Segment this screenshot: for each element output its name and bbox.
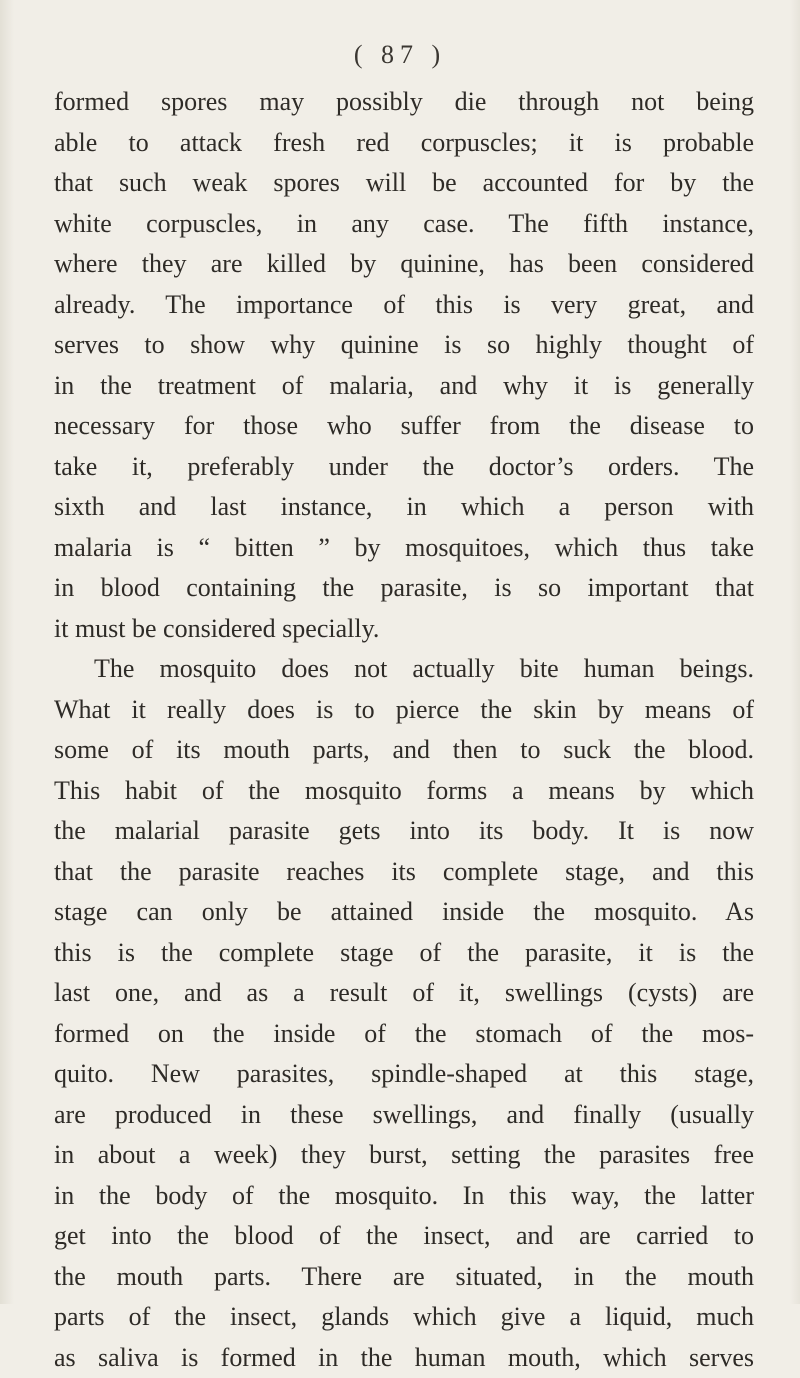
text-line: are produced in these swellings, and finally (usually [54,1095,754,1136]
text-line: stage can only be attained inside the mosquito. As [54,892,754,933]
text-line: formed on the inside of the stomach of the mos- [54,1014,754,1055]
text-line: serves to show why quinine is so highly thought of [54,325,754,366]
text-line: necessary for those who suffer from the disease to [54,406,754,447]
text-line: What it really does is to pierce the skin by means of [54,690,754,731]
text-line: get into the blood of the insect, and are carried to [54,1216,754,1257]
text-line: that the parasite reaches its complete stage, and this [54,852,754,893]
text-line: already. The importance of this is very great, and [54,285,754,326]
text-line: the malarial parasite gets into its body. It is now [54,811,754,852]
text-line: take it, preferably under the doctor’s orders. The [54,447,754,488]
text-line: able to attack fresh red corpuscles; it is probable [54,123,754,164]
paragraph-end-line: it must be considered specially. [54,609,754,650]
text-line: quito. New parasites, spindle-shaped at this stage, [54,1054,754,1095]
text-line: in about a week) they burst, setting the parasites free [54,1135,754,1176]
text-line: formed spores may possibly die through not being [54,82,754,123]
text-line: in blood containing the parasite, is so important that [54,568,754,609]
paragraph-start-line: The mosquito does not actually bite human beings. [54,649,754,690]
text-line: this is the complete stage of the parasite, it is the [54,933,754,974]
text-line: last one, and as a result of it, swellings (cysts) are [54,973,754,1014]
text-line: in the body of the mosquito. In this way, the latter [54,1176,754,1217]
body-text [54,82,754,1378]
text-line: parts of the insect, glands which give a liquid, much [54,1297,754,1338]
text-line: as saliva is formed in the human mouth, which serves [54,1338,754,1378]
text-line: where they are killed by quinine, has been considered [54,244,754,285]
text-line: in the treatment of malaria, and why it is generally [54,366,754,407]
text-line: some of its mouth parts, and then to suck the blood. [54,730,754,771]
page-number: ( 87 ) [0,40,800,70]
text-line: white corpuscles, in any case. The fifth instance, [54,204,754,245]
text-line: malaria is “ bitten ” by mosquitoes, which thus take [54,528,754,569]
text-line: sixth and last instance, in which a person with [54,487,754,528]
text-line: that such weak spores will be accounted for by the [54,163,754,204]
text-line: This habit of the mosquito forms a means by which [54,771,754,812]
text-line: the mouth parts. There are situated, in the mouth [54,1257,754,1298]
